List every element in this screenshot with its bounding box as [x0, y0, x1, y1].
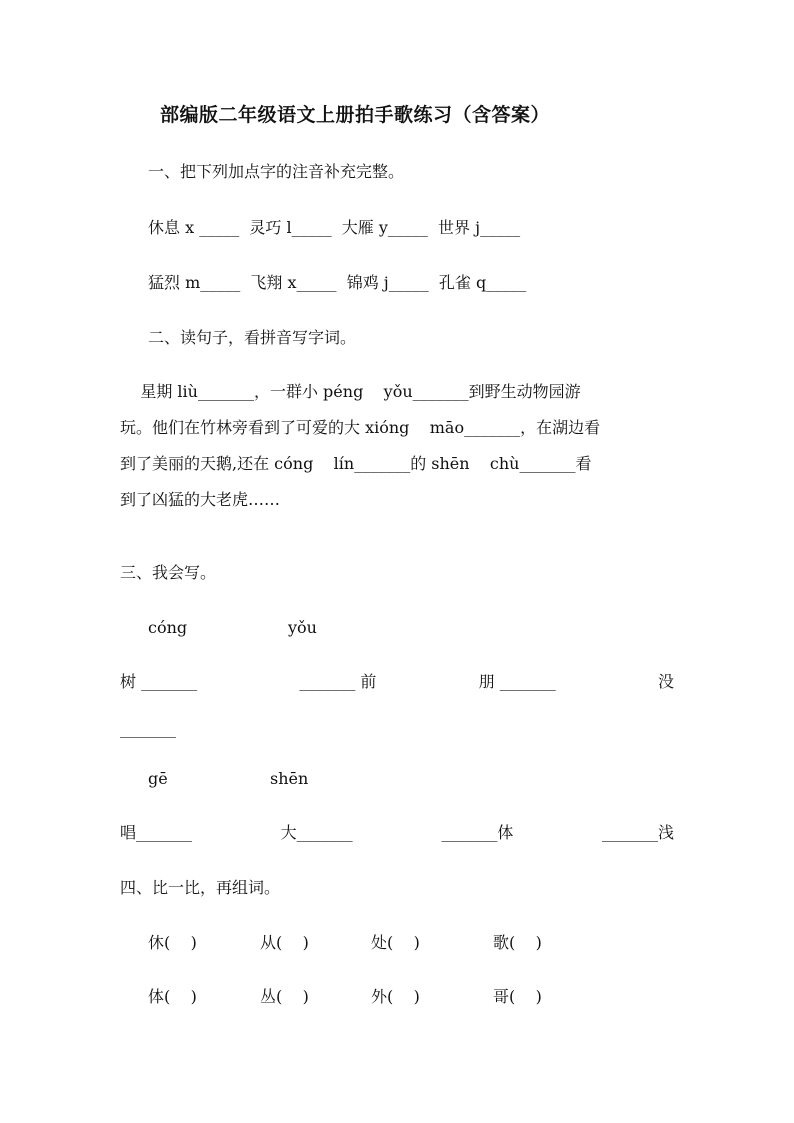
section2-heading: 二、读句子，看拼音写字词。 [148, 328, 357, 347]
paragraph-line: 星期 liù_______，一群小 péng yǒu_______到野生动物园游 [120, 382, 581, 401]
compare-item: 外( ) [371, 987, 420, 1006]
word-overflow-blank: _______ [120, 719, 176, 738]
section3-words-row1 [120, 671, 674, 693]
compare-item: 从( ) [260, 933, 309, 952]
section1-heading: 一、把下列加点字的注音补充完整。 [148, 162, 405, 181]
compare-item: 哥( ) [493, 987, 542, 1006]
section3-words-row2 [120, 822, 674, 844]
word-blank: 没 [657, 672, 674, 691]
pinyin-ge: gē [148, 769, 168, 788]
word-blank: 朋 _______ [478, 672, 556, 691]
pinyin-you: yǒu [288, 618, 317, 637]
pinyin-cong: cóng [148, 618, 188, 637]
word-blank: _______ 前 [299, 672, 377, 691]
section4-row2 [148, 986, 573, 1008]
page-title: 部编版二年级语文上册拍手歌练习（含答案） [160, 104, 551, 126]
word-blank: 树 _______ [120, 672, 198, 691]
section4-heading: 四、比一比，再组词。 [120, 878, 281, 897]
paragraph-line: 到了美丽的天鹅,还在 cóng lín_______的 shēn chù_______看 [120, 454, 592, 473]
compare-item: 休( ) [148, 933, 197, 952]
paragraph-line: 到了凶猛的大老虎…… [120, 490, 281, 509]
section1-row1: 休息 x _____ 灵巧 l_____ 大雁 y_____ 世界 j_____ [148, 218, 521, 237]
section2-paragraph [120, 374, 674, 518]
paragraph-line: 玩。他们在竹林旁看到了可爱的大 xióng māo_______，在湖边看 [120, 418, 601, 437]
word-blank: _______浅 [601, 823, 674, 842]
compare-item: 丛( ) [260, 987, 309, 1006]
word-blank: 大_______ [280, 823, 353, 842]
compare-item: 处( ) [371, 933, 420, 952]
word-blank: _______体 [441, 823, 514, 842]
word-blank: 唱_______ [120, 823, 193, 842]
section4-row1 [148, 932, 573, 954]
pinyin-shen: shēn [270, 769, 309, 788]
section3-heading: 三、我会写。 [120, 563, 217, 582]
section1-row2: 猛烈 m_____ 飞翔 x_____ 锦鸡 j_____ 孔雀 q_____ [148, 273, 527, 292]
compare-item: 歌( ) [493, 933, 542, 952]
compare-item: 体( ) [148, 987, 197, 1006]
